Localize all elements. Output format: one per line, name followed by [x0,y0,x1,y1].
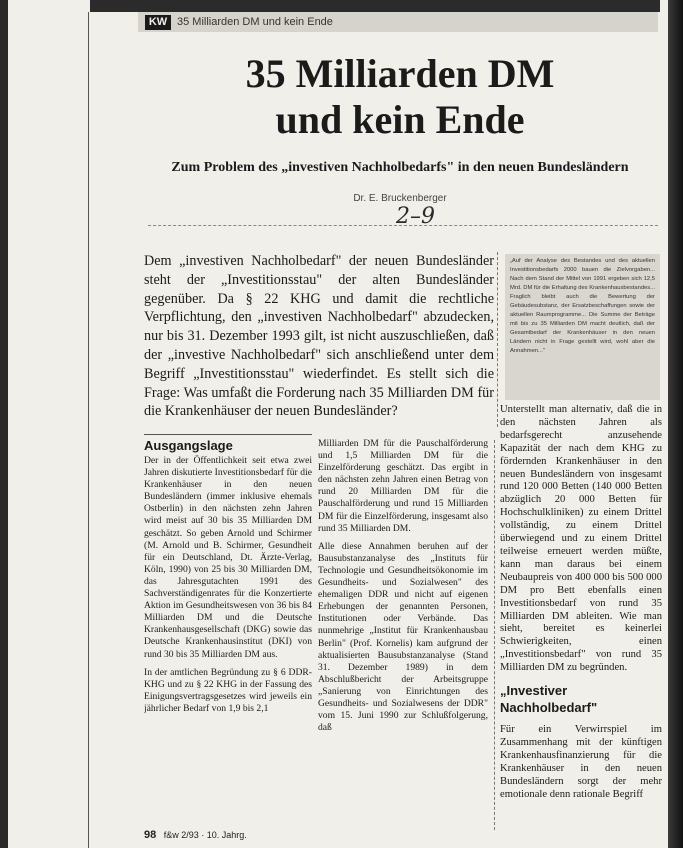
pull-quote-box [505,254,660,400]
footer-source: f&w 2/93 · 10. Jahrg. [163,830,247,840]
top-dark-strip [90,0,660,12]
pull-quote-text: „Auf der Analyse des Bestandes und des aktuellen Investitionsbedarfs 2000 bauen die Zielvorgaben... Nach dem Stand der Mittel von 1991 ergeben sich 12,5 Mrd. DM für die Erhaltung des Krankenhausbestandes... Fraglich bleibt auch die Bewertung der Gebäudesubstanz, der Ersatzbeschaffungen sowie der aktuellen Raumprogramme... Die Summe der Beträge mit bis zu 35 Milliarden DM macht deutlich, daß der Gesamtbedarf der Krankenhäuser in den neuen Ländern nicht in Frage gestellt wird, wohl aber die Annahmen..." [510,258,655,354]
page-fold-line [88,12,89,848]
author-byline: Dr. E. Bruckenberger [353,193,447,204]
paragraph: In der amtlichen Begründung zu § 6 DDR-KHG und zu § 22 KHG in der Fassung des Einigungsvertragsgesetzes wird jeweils ein jährlicher Bedarf von 1,9 bis 2,1 [144,666,312,714]
section-heading-ausgangslage: Ausgangslage [144,438,233,453]
column-separator [497,252,498,427]
body-column-3-continued [500,724,662,824]
paragraph: Für ein Verwirrspiel im Zusammenhang mit der künftigen Krankenhausfinanzierung für die Krankenhäuser in den neuen Bundesländern sorgt der mehr emotionale denn rationale Begriff [500,724,662,800]
body-column-2 [318,438,488,848]
journal-logo: KW [145,15,171,30]
lead-paragraph: Dem „investiven Nachholbedarf" der neuen Bundesländer steht der „Investitionsstau" der alten Bundesländer gegenüber. Da § 22 KHG und damit die rechtliche Verpflichtung, den „investiven Nachholbedarf" abzudecken, nur bis 31. Dezember 1993 gilt, ist nicht auszuschließen, daß der „investive Nachholbedarf" sich anschließend unter dem Begriff „Investitionsstau" wiederfindet. Es stellt sich die Frage: Was umfaßt die Forderung nach 35 Milliarden DM für die Krankenhäuser der neuen Bundesländer? [144,253,494,420]
scan-left-edge [0,0,8,848]
article-subtitle: Zum Problem des „investiven Nachholbedarfs" in den neuen Bundesländern [171,160,629,175]
running-head: 35 Milliarden DM und kein Ende [177,16,333,28]
paragraph: Alle diese Annahmen beruhen auf der Bausubstanzanalyse des „Instituts für Technologie und Gesundheitsökonomie im Gesundheits- und Sozialwesen" des ehemaligen DDR und nicht auf eigenen Erhebungen der genannten Personen, Institutionen oder Verbände. Das nunmehrige „Institut für Krankenhausbau Berlin" (Prof. Kornelis) kam aufgrund der aktualisierten Bausubstanzanalyse (Stand 31. Dezember 1989) in dem Abschlußbericht der Arbeitsgruppe „Sanierung von Einrichtungen des Gesundheits- und Sozialwesens der DDR" vom 15. Juni 1990 zur Schlußfolgerung, daß [318,540,488,734]
column-separator [494,440,495,830]
article-title-line-1: 35 Milliarden DM [245,51,555,96]
column-rule [144,434,312,435]
page-footer [144,829,247,841]
paragraph: Unterstellt man alternativ, daß die in den nächsten Jahren als bedarfsgerecht anzusehende Kapazität der nach dem KHG zu fördernden Krankenhäuser in den neuen Bundesländern von insgesamt rund 120 000 Betten (140 000 Betten abzüglich 20 000 Betten für Hochschulkliniken) zu einem Drittel vollständig, zu einem Drittel überwiegend und zu einem Drittel teilweise erneuert werden müßte, kann man daraus bei einem Neubaupreis von 400 000 bis 500 000 DM pro Bett ebenfalls einen Investitionsbedarf von rund 35 Milliarden DM ableiten. Wie man sieht, bereitet es keinerlei Schwierigkeiten, einen „Investitionsbedarf" von rund 35 Milliarden DM zu begründen. [500,404,662,674]
body-column-3 [500,404,662,676]
paragraph: Der in der Öffentlichkeit seit etwa zwei Jahren diskutierte Investitionsbedarf für die Krankenhäuser in den neuen Bundesländern (immer inklusive ehemals Ostberlin) in den nächsten zehn Jahren wird meist auf 30 bis 35 Milliarden DM geschätzt. So geben Arnold und Schirmer (M. Arnold und B. Schirmer, Gesundheit für ein Deutschland, Dt. Ärzte-Verlag, Köln, 1990) von 25 bis 30 Milliarden DM, das Jahresgutachten 1991 des Sachverständigenrates für die Konzertierte Aktion im Gesundheitswesen von 36 bis 84 Milliarden DM und die Deutsche Krankenhausgesellschaft (DKG) sowie das Deutsche Krankenhausinstitut (DKI) von rund 30 bis 35 Milliarden DM aus. [144,455,312,660]
separator-dashes [148,225,658,226]
section-heading-investiver-nachholbedarf: „Investiver Nachholbedarf" [500,683,598,715]
book-binding [668,0,683,848]
article-title-line-2: und kein Ende [275,97,525,142]
paragraph: Milliarden DM für die Pauschalförderung und 1,5 Milliarden DM für die Einzelförderung geschätzt. Das ergibt in den nächsten zehn Jahren einen Betrag von rund 20 Milliarden DM für die Pauschalförderung und rund 15 Milliarden DM für die Einzelförderung, insgesamt also rund 35 Milliarden DM. [318,438,488,534]
page-number: 98 [144,829,157,841]
body-column-1 [144,455,312,831]
handwritten-note: 2–9 [396,204,435,229]
